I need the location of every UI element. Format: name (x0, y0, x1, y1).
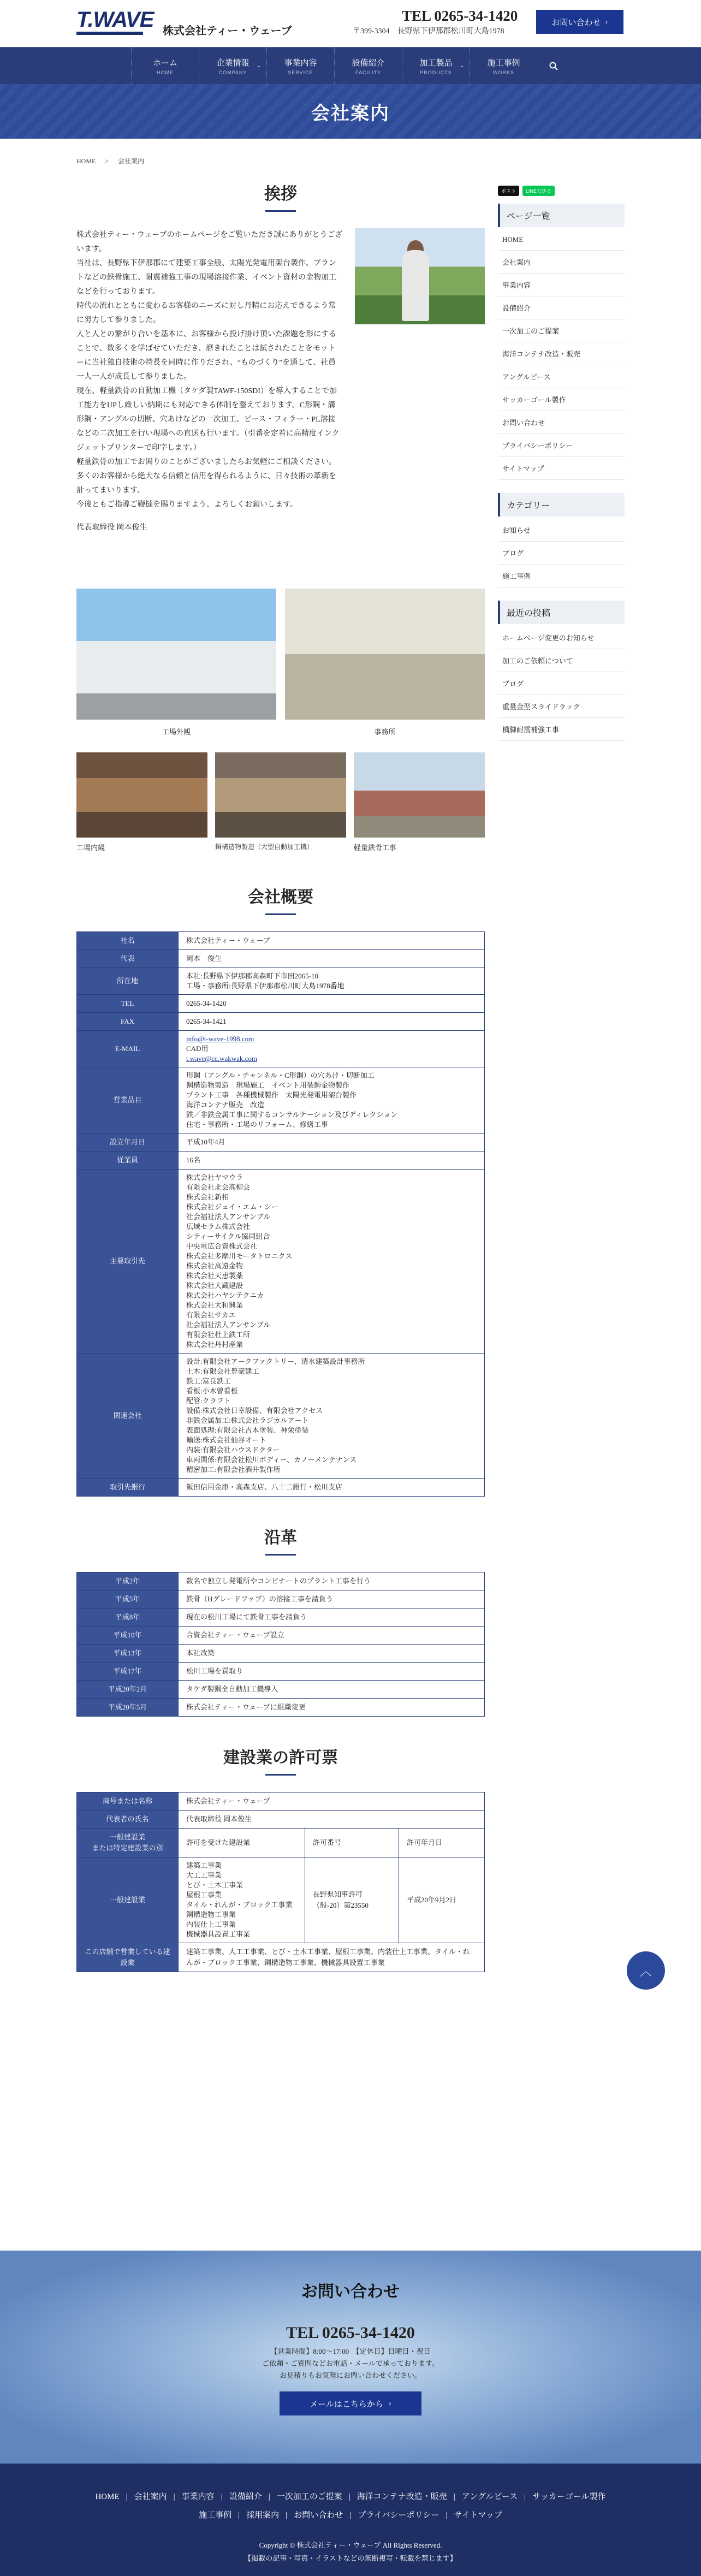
table-row (77, 1133, 485, 1152)
history-year: 平成5年 (77, 1590, 179, 1608)
table-row (77, 1699, 485, 1717)
factory-interior-photo (76, 752, 207, 838)
overview-line: 16名 (186, 1156, 201, 1164)
license-industry: 建築工事業 (186, 1861, 222, 1869)
license-industry: 大工工事業 (186, 1871, 222, 1879)
greeting-paragraph: 時代の流れとともに変わるお客様のニーズに対し丹精にお応えできるよう常に努力して参りました。 (76, 302, 336, 324)
license-industry: 機械器具設置工事業 (186, 1930, 251, 1938)
overview-line: 精密加工:有限会社酒井製作所 (186, 1465, 281, 1474)
overview-label: FAX (77, 1013, 179, 1031)
nav-item-service[interactable] (266, 48, 334, 85)
nav-sub: WORKS (492, 70, 514, 75)
footer-separator: | (349, 2511, 352, 2520)
contact-title: お問い合わせ (301, 2283, 400, 2301)
overview-line: 株式会社ヤマウラ (186, 1173, 243, 1182)
contact-inner (214, 2278, 487, 2415)
sidebar-recent-title: 最近の投稿 (498, 601, 625, 624)
logo-underline (76, 32, 143, 35)
photo-caption: 鋼構造物製造（大型自動加工機） (215, 843, 314, 851)
table-row (77, 1645, 485, 1663)
license-rep-value: 代表取締役 岡本俊生 (179, 1811, 485, 1829)
photo-card (285, 589, 485, 737)
overview-line: 岡本 俊生 (186, 954, 222, 963)
footer-separator: | (238, 2511, 240, 2520)
overview-line: 工場・事務所:長野県下伊那郡松川町大島1978番地 (186, 982, 344, 990)
license-general-label: 一般建設業 (77, 1857, 179, 1943)
history-table (76, 1572, 485, 1717)
license-industry: 内装仕上工事業 (186, 1920, 236, 1928)
license-col-industry: 許可を受けた建設業 (179, 1829, 305, 1857)
history-event: 現在の松川工場にて鉄骨工事を請負う (179, 1608, 485, 1627)
history-year: 平成13年 (77, 1645, 179, 1663)
overview-line: 鋼構造物製造 現場施工 イベント用装飾金物製作 (186, 1081, 350, 1089)
history-year: 平成8年 (77, 1608, 179, 1627)
table-row (77, 1829, 485, 1857)
chevron-right-icon: › (388, 2399, 391, 2408)
sidebar-category-title: カテゴリー (498, 493, 625, 517)
footer-link[interactable]: 設備紹介 (229, 2492, 262, 2501)
history-year: 平成17年 (77, 1663, 179, 1681)
table-row (77, 1943, 485, 1972)
overview-value (179, 1013, 485, 1031)
president-photo (355, 228, 485, 324)
license-industry: 鋼構造物工事業 (186, 1910, 236, 1919)
footer-link[interactable]: プライバシーポリシー (358, 2511, 439, 2520)
photo-card (76, 589, 276, 737)
scroll-top-button[interactable] (627, 1951, 665, 1990)
greeting-paragraph: 株式会社ティー・ウェーブのホームページをご覧いただき誠にありがとうございます。 (76, 231, 343, 253)
overview-line: 住宅・事務所・工場のリフォーム、修繕工事 (186, 1120, 328, 1129)
table-row (77, 1354, 485, 1479)
company-name: 株式会社ティー・ウェーブ (163, 25, 292, 37)
logo[interactable] (76, 9, 162, 38)
footer-separator: | (126, 2492, 128, 2501)
nav-item-facility[interactable] (334, 48, 402, 85)
overview-label: 代表 (77, 950, 179, 968)
overview-value (179, 1067, 485, 1133)
history-event: 合資会社ティー・ウェーブ設立 (179, 1627, 485, 1645)
sidebar-pages-title: ページ一覧 (498, 204, 625, 227)
history-event: 株式会社ティー・ウェーブに組織変更 (179, 1699, 485, 1717)
photo-card (215, 752, 346, 851)
license-col-number: 許可番号 (305, 1829, 399, 1857)
footer-link[interactable]: 事業内容 (181, 2492, 215, 2501)
footer-link[interactable]: お問い合わせ (294, 2511, 343, 2520)
license-type-label: 一般建設業 または特定建設業の別 (77, 1829, 179, 1857)
sidebar-page-link[interactable]: お問い合わせ (498, 411, 625, 434)
nav-label: 事業内容 (284, 59, 317, 68)
sidebar-page-link[interactable]: 設備紹介 (498, 296, 625, 319)
table-row (77, 968, 485, 995)
sidebar-recent-link[interactable]: 重量金型スライドラック (498, 695, 625, 718)
overview-line: 平成10年4月 (186, 1138, 225, 1146)
overview-line: 輸送:株式会社仙谷オート (186, 1436, 266, 1444)
photo-caption: 事務所 (374, 728, 396, 736)
overview-label: 従業員 (77, 1152, 179, 1170)
nav-item-products[interactable] (402, 48, 470, 85)
footer-separator: | (286, 2511, 288, 2520)
table-row (77, 1572, 485, 1590)
breadcrumb-separator: > (105, 157, 109, 165)
breadcrumb (76, 156, 152, 165)
license-number: 長野県知事許可 （般-20）第23550 (305, 1857, 399, 1943)
sidebar-recent-link[interactable]: 加工のご依頼について (498, 649, 625, 672)
overview-label: 営業品目 (77, 1067, 179, 1133)
overview-line: 海洋コンテナ販売 改造 (186, 1101, 265, 1109)
greeting-paragraph: 人と人との繋がり合いを基本に、お客様から投げ掛け頂いた課題を形にすることで、数多くを学ばせていただき、磨きれたことは試されたことをモットーに当社独自技術の特長を同時に作りだされ、“ものづくり”を通して、社員一人一人が成長して参りました。 (76, 330, 336, 381)
history-event: 鉄骨（Hグレードファブ）の溶接工事を請負う (179, 1590, 485, 1608)
nav-sub: SERVICE (288, 70, 313, 75)
history-event: 本社改築 (179, 1645, 485, 1663)
table-row (77, 1479, 485, 1497)
table-row (77, 950, 485, 968)
breadcrumb-home[interactable]: HOME (76, 157, 96, 165)
table-row (77, 1792, 485, 1811)
overview-line: 配管:クラフト (186, 1397, 231, 1405)
history-event: 数名で独立し発電所やコンビナートのプラント工事を行う (179, 1572, 485, 1590)
nav-item-company[interactable] (199, 48, 266, 85)
chevron-down-icon: ⌄ (459, 63, 464, 69)
license-rep-label: 代表者の氏名 (77, 1811, 179, 1829)
sidebar-page-link[interactable]: サッカーゴール製作 (498, 388, 625, 411)
table-row (77, 1152, 485, 1170)
sidebar-category-link[interactable]: 施工事例 (498, 565, 625, 587)
header-contact-label: お問い合わせ (551, 18, 601, 27)
overview-line: CAD用 (186, 1044, 209, 1053)
sidebar-page-link[interactable]: アングルピース (498, 365, 625, 388)
nav-label: 施工事例 (487, 59, 520, 68)
overview-line: 車両関係:有限会社松川ボディー、カノーメンテナンス (186, 1456, 357, 1464)
history-title: 沿革 (76, 1524, 485, 1556)
overview-line: 株式会社ハヤシテクニカ (186, 1291, 264, 1299)
nav-label: 設備紹介 (352, 59, 385, 68)
photo-card (76, 752, 207, 852)
footer-link[interactable]: サッカーゴール製作 (532, 2492, 606, 2501)
overview-title: 会社概要 (76, 883, 485, 915)
overview-value (179, 1031, 485, 1067)
footer-separator: | (524, 2492, 526, 2501)
photo-caption: 工場内観 (76, 844, 105, 852)
overview-value (179, 1170, 485, 1354)
overview-label: E-MAIL (77, 1031, 179, 1067)
table-row (77, 1811, 485, 1829)
history-event: 松川工場を買取り (179, 1663, 485, 1681)
license-industry: 屋根工事業 (186, 1891, 222, 1899)
overview-line: 株式会社新相 (186, 1193, 229, 1201)
overview-line: 看板:小木曽看板 (186, 1387, 238, 1395)
overview-line: 本社:長野県下伊那郡高森町下市田2065-10 (186, 972, 318, 980)
sidebar-recent-list (498, 626, 625, 741)
overview-label: TEL (77, 995, 179, 1013)
share-buttons (498, 186, 625, 196)
sidebar-category-link[interactable]: ブログ (498, 542, 625, 565)
overview-value (179, 968, 485, 995)
photo-card (354, 752, 485, 852)
license-office-label: この店舗で営業している建設業 (77, 1943, 179, 1972)
overview-line: 0265-34-1421 (186, 1017, 227, 1025)
sidebar-page-link[interactable]: HOME (498, 229, 625, 251)
footer-copyright-block (0, 2539, 701, 2565)
overview-line: 株式会社天恵製薬 (186, 1272, 243, 1280)
sidebar-page-link[interactable]: 一次加工のご提案 (498, 319, 625, 342)
overview-line: 表面処理:有限会社吉本塗装、神栄塗装 (186, 1426, 309, 1434)
table-row (77, 1031, 485, 1067)
table-row (77, 1013, 485, 1031)
overview-line: 0265-34-1420 (186, 999, 227, 1007)
copyright-notice: 【掲載の記事・写真・イラストなどの無断複写・転載を禁じます】 (244, 2554, 457, 2562)
footer-separator: | (453, 2492, 455, 2501)
overview-line: 鉄／非鉄金属工事に関するコンサルテーション及びディレクション (186, 1111, 398, 1119)
logo-text: T.WAVE (76, 8, 154, 32)
mail-button[interactable] (280, 2391, 421, 2415)
sidebar-recent-link[interactable]: ブログ (498, 672, 625, 695)
nav-item-works[interactable] (470, 48, 537, 85)
chevron-up-icon: ︿ (639, 1964, 652, 1978)
overview-line: 株式会社ティー・ウェーブ (186, 936, 270, 945)
nav-item-home[interactable] (131, 48, 199, 85)
license-office-value: 建築工事業、大工工事業、とび・土木工事業、屋根工事業、内装仕上工事業、タイル・れんが・ブロック工事業、鋼構造物工事業、機械器具設置工事業 (179, 1943, 485, 1972)
overview-line: 有限会社北会高柳会 (186, 1183, 251, 1191)
nav-sub: HOME (157, 70, 174, 75)
footer-separator: | (348, 2492, 350, 2501)
table-row (77, 1663, 485, 1681)
email-link[interactable]: t.wave@cc.wakwak.com (186, 1054, 257, 1063)
overview-line: 中央電広合資株式会社 (186, 1242, 258, 1250)
license-industries (179, 1857, 305, 1943)
overview-line: 株式会社大和興業 (186, 1301, 243, 1309)
overview-label: 所在地 (77, 968, 179, 995)
table-row (77, 1608, 485, 1627)
overview-value (179, 1152, 485, 1170)
footer-separator: | (173, 2492, 175, 2501)
footer-link[interactable]: サイトマップ (454, 2511, 502, 2520)
share-line-button[interactable]: LINEで送る (522, 186, 555, 196)
photo-gallery (76, 589, 485, 883)
site-footer (0, 2464, 701, 2576)
contact-hours: 【営業時間】8:00〜17:00 【定休日】日曜日・祝日 (270, 2347, 431, 2355)
license-industry: タイル・れんが・ブロック工事業 (186, 1901, 293, 1909)
overview-line: 内装:有限会社ハウスドクター (186, 1446, 280, 1454)
footer-link[interactable]: 会社案内 (134, 2492, 167, 2501)
email-link[interactable]: info@t-wave-1998.com (186, 1035, 254, 1043)
license-table (76, 1792, 485, 1972)
nav-sub: COMPANY (218, 70, 247, 75)
table-row (77, 1170, 485, 1354)
overview-line: 有限会社サカエ (186, 1311, 236, 1319)
sidebar-page-link[interactable]: サイトマップ (498, 457, 625, 480)
license-col-date: 許可年月日 (399, 1829, 485, 1857)
greeting-paragraph: 今後ともご指導ご鞭撻を賜りますよう、よろしくお願いします。 (76, 501, 298, 509)
footer-link[interactable]: 施工事例 (199, 2511, 232, 2520)
global-nav (0, 47, 701, 84)
steel-structure-photo (215, 752, 346, 838)
contact-tel[interactable]: TEL 0265-34-1420 (286, 2324, 415, 2342)
main-content (76, 180, 485, 1972)
overview-line: 鉄工:富良鉄工 (186, 1377, 231, 1385)
history-event: タケダ製鋼全自動加工機導入 (179, 1681, 485, 1699)
site-header (0, 0, 701, 47)
history-year: 平成20年5月 (77, 1699, 179, 1717)
chevron-right-icon: › (605, 17, 608, 26)
overview-line: 株式会社大蔵建設 (186, 1281, 243, 1290)
footer-links-row (0, 2488, 701, 2506)
overview-line: 飯田信用金庫・高森支店、八十二銀行・松川支店 (186, 1483, 343, 1491)
footer-links-row (0, 2506, 701, 2525)
overview-label: 主要取引先 (77, 1170, 179, 1354)
sidebar-page-link[interactable]: プライバシーポリシー (498, 434, 625, 457)
sidebar-category-list (498, 519, 625, 587)
footer-link[interactable]: 海洋コンテナ改造・販売 (357, 2492, 447, 2501)
overview-line: 形鋼（アングル・チャンネル・C形鋼）の穴あけ・切断加工 (186, 1071, 375, 1079)
copyright: Copyright © 株式会社ティー・ウェーブ All Rights Reserved. (259, 2541, 442, 2549)
chevron-down-icon: ⌄ (256, 63, 261, 69)
sidebar-page-link[interactable]: 事業内容 (498, 274, 625, 296)
sidebar-recent-link[interactable]: ホームページ変更のお知らせ (498, 626, 625, 649)
overview-line: プラント工事 各種機械製作 太陽光発電用架台製作 (186, 1091, 357, 1099)
table-row (77, 1857, 485, 1943)
overview-label: 関連会社 (77, 1354, 179, 1479)
overview-label: 社名 (77, 932, 179, 950)
office-photo (285, 589, 485, 720)
table-row (77, 1627, 485, 1645)
nav-sub: PRODUCTS (420, 70, 452, 75)
overview-label: 設立年月日 (77, 1133, 179, 1152)
sidebar-category-link[interactable]: お知らせ (498, 519, 625, 542)
header-tel[interactable]: TEL 0265-34-1420 (402, 8, 518, 24)
nav-sub: FACILITY (355, 70, 381, 75)
sidebar-page-link[interactable]: 海洋コンテナ改造・販売 (498, 342, 625, 365)
overview-line: 社会福祉法人アンサンブル (186, 1213, 271, 1221)
overview-line: 設計:有限会社アークファクトリー、清水建築設計事務所 (186, 1357, 365, 1366)
photo-caption: 軽量鉄骨工事 (354, 844, 397, 852)
overview-value (179, 995, 485, 1013)
license-title: 建設業の許可票 (76, 1744, 485, 1776)
table-row (77, 1681, 485, 1699)
greeting-paragraph: 多くのお客様から絶大なる信頼と信用を得られるように、日々技術の革新を計ってまいります。 (76, 472, 336, 495)
share-x-button[interactable]: ポスト (498, 186, 519, 196)
sidebar (498, 186, 625, 754)
license-date: 平成20年9月2日 (399, 1857, 485, 1943)
nav-label: 加工製品 (419, 59, 453, 68)
greeting-section (76, 228, 485, 616)
greeting-text (76, 228, 343, 535)
table-row (77, 1067, 485, 1133)
overview-line: 広域セラム株式会社 (186, 1222, 250, 1231)
header-contact-button[interactable] (536, 10, 623, 34)
search-icon[interactable] (537, 48, 570, 85)
greeting-paragraph: 現在、軽量鉄骨の自動加工機（タケダ製TAWF-150SDI）を導入することで加工能力をUPし厳しい納期にも対応できる体制を整えております。C形鋼・溝形鋼・アングルの切断、穴あけなどの一次加工、ピース・フィラー・PL溶接などの二次加工を行い現場への直送も行います。（引番を定着に高精度インクジェットプリンターで印字します。） (76, 387, 340, 452)
overview-line: シティーサイクル協同組合 (186, 1232, 270, 1240)
table-row (77, 1590, 485, 1608)
overview-line: 有限会社杜上鉄工所 (186, 1331, 251, 1339)
history-year: 平成10年 (77, 1627, 179, 1645)
overview-value (179, 1354, 485, 1479)
page-hero-title: 会社案内 (0, 84, 701, 139)
greeting-signature: 代表取締役 岡本俊生 (76, 524, 147, 532)
light-steel-photo (354, 752, 485, 838)
footer-link[interactable]: 一次加工のご提案 (276, 2492, 342, 2501)
overview-value (179, 950, 485, 968)
license-company-value: 株式会社ティー・ウェーブ (179, 1792, 485, 1811)
contact-line1: ご依頼・ご質問などお電話・メールで承っております。 (262, 2359, 439, 2367)
overview-line: 株式会社丹村産業 (186, 1340, 243, 1349)
history-year: 平成20年2月 (77, 1681, 179, 1699)
license-industry: とび・土木工事業 (186, 1881, 243, 1889)
overview-value (179, 932, 485, 950)
footer-links (0, 2464, 701, 2525)
contact-line2: お見積りもお気軽にお問い合わせください。 (279, 2371, 421, 2379)
table-row (77, 995, 485, 1013)
greeting-paragraph: 軽量鉄骨の加工でお困りのことがございましたらお気軽にご相談ください。 (76, 458, 336, 466)
sidebar-page-link[interactable]: 会社案内 (498, 251, 625, 274)
footer-separator: | (221, 2492, 223, 2501)
overview-line: 設備:株式会社日幸設備、有限会社アクセス (186, 1406, 323, 1415)
overview-value (179, 1479, 485, 1497)
history-year: 平成2年 (77, 1572, 179, 1590)
overview-table (76, 931, 485, 1497)
greeting-title: 挨拶 (76, 180, 485, 212)
overview-line: 非鉄金属加工:株式会社ラジカルアート (186, 1416, 309, 1424)
footer-link[interactable]: 採用案内 (246, 2511, 280, 2520)
footer-link[interactable]: アングルピース (461, 2492, 518, 2501)
footer-separator: | (445, 2511, 448, 2520)
overview-line: 社会福祉法人アンサンブル (186, 1321, 271, 1329)
factory-exterior-photo (76, 589, 276, 720)
table-row (77, 932, 485, 950)
overview-line: 株式会社高遠金物 (186, 1262, 243, 1270)
overview-label: 取引先銀行 (77, 1479, 179, 1497)
sidebar-pages-list (498, 229, 625, 480)
overview-line: 株式会社ジェイ・エム・シー (186, 1203, 278, 1211)
nav-label: 企業情報 (216, 59, 249, 68)
photo-caption: 工場外観 (162, 728, 191, 736)
overview-value (179, 1133, 485, 1152)
nav-label: ホーム (152, 59, 177, 68)
license-company-label: 商号または名称 (77, 1792, 179, 1811)
overview-line: 土木:有限会社豊豪建工 (186, 1367, 259, 1375)
photo-person (402, 250, 429, 321)
header-address: 〒399-3304 長野県下伊那郡松川町大島1978 (353, 27, 504, 35)
greeting-paragraph: 当社は、長野県下伊那郡にて建築工事全般、太陽光発電用架台製作、プラントなどの鉄骨施工、耐震補強工事の現場溶接作業、イベント資材の金物加工などを行っております。 (76, 259, 336, 296)
breadcrumb-current: 会社案内 (118, 157, 145, 165)
mail-button-label: メールはこちらから (310, 2400, 383, 2409)
overview-line: 株式会社多摩川モータトロニクス (186, 1252, 293, 1260)
footer-separator: | (268, 2492, 270, 2501)
sidebar-recent-link[interactable]: 橋脚耐震補強工事 (498, 718, 625, 741)
footer-link[interactable]: HOME (95, 2492, 120, 2501)
contact-section (0, 2251, 701, 2464)
